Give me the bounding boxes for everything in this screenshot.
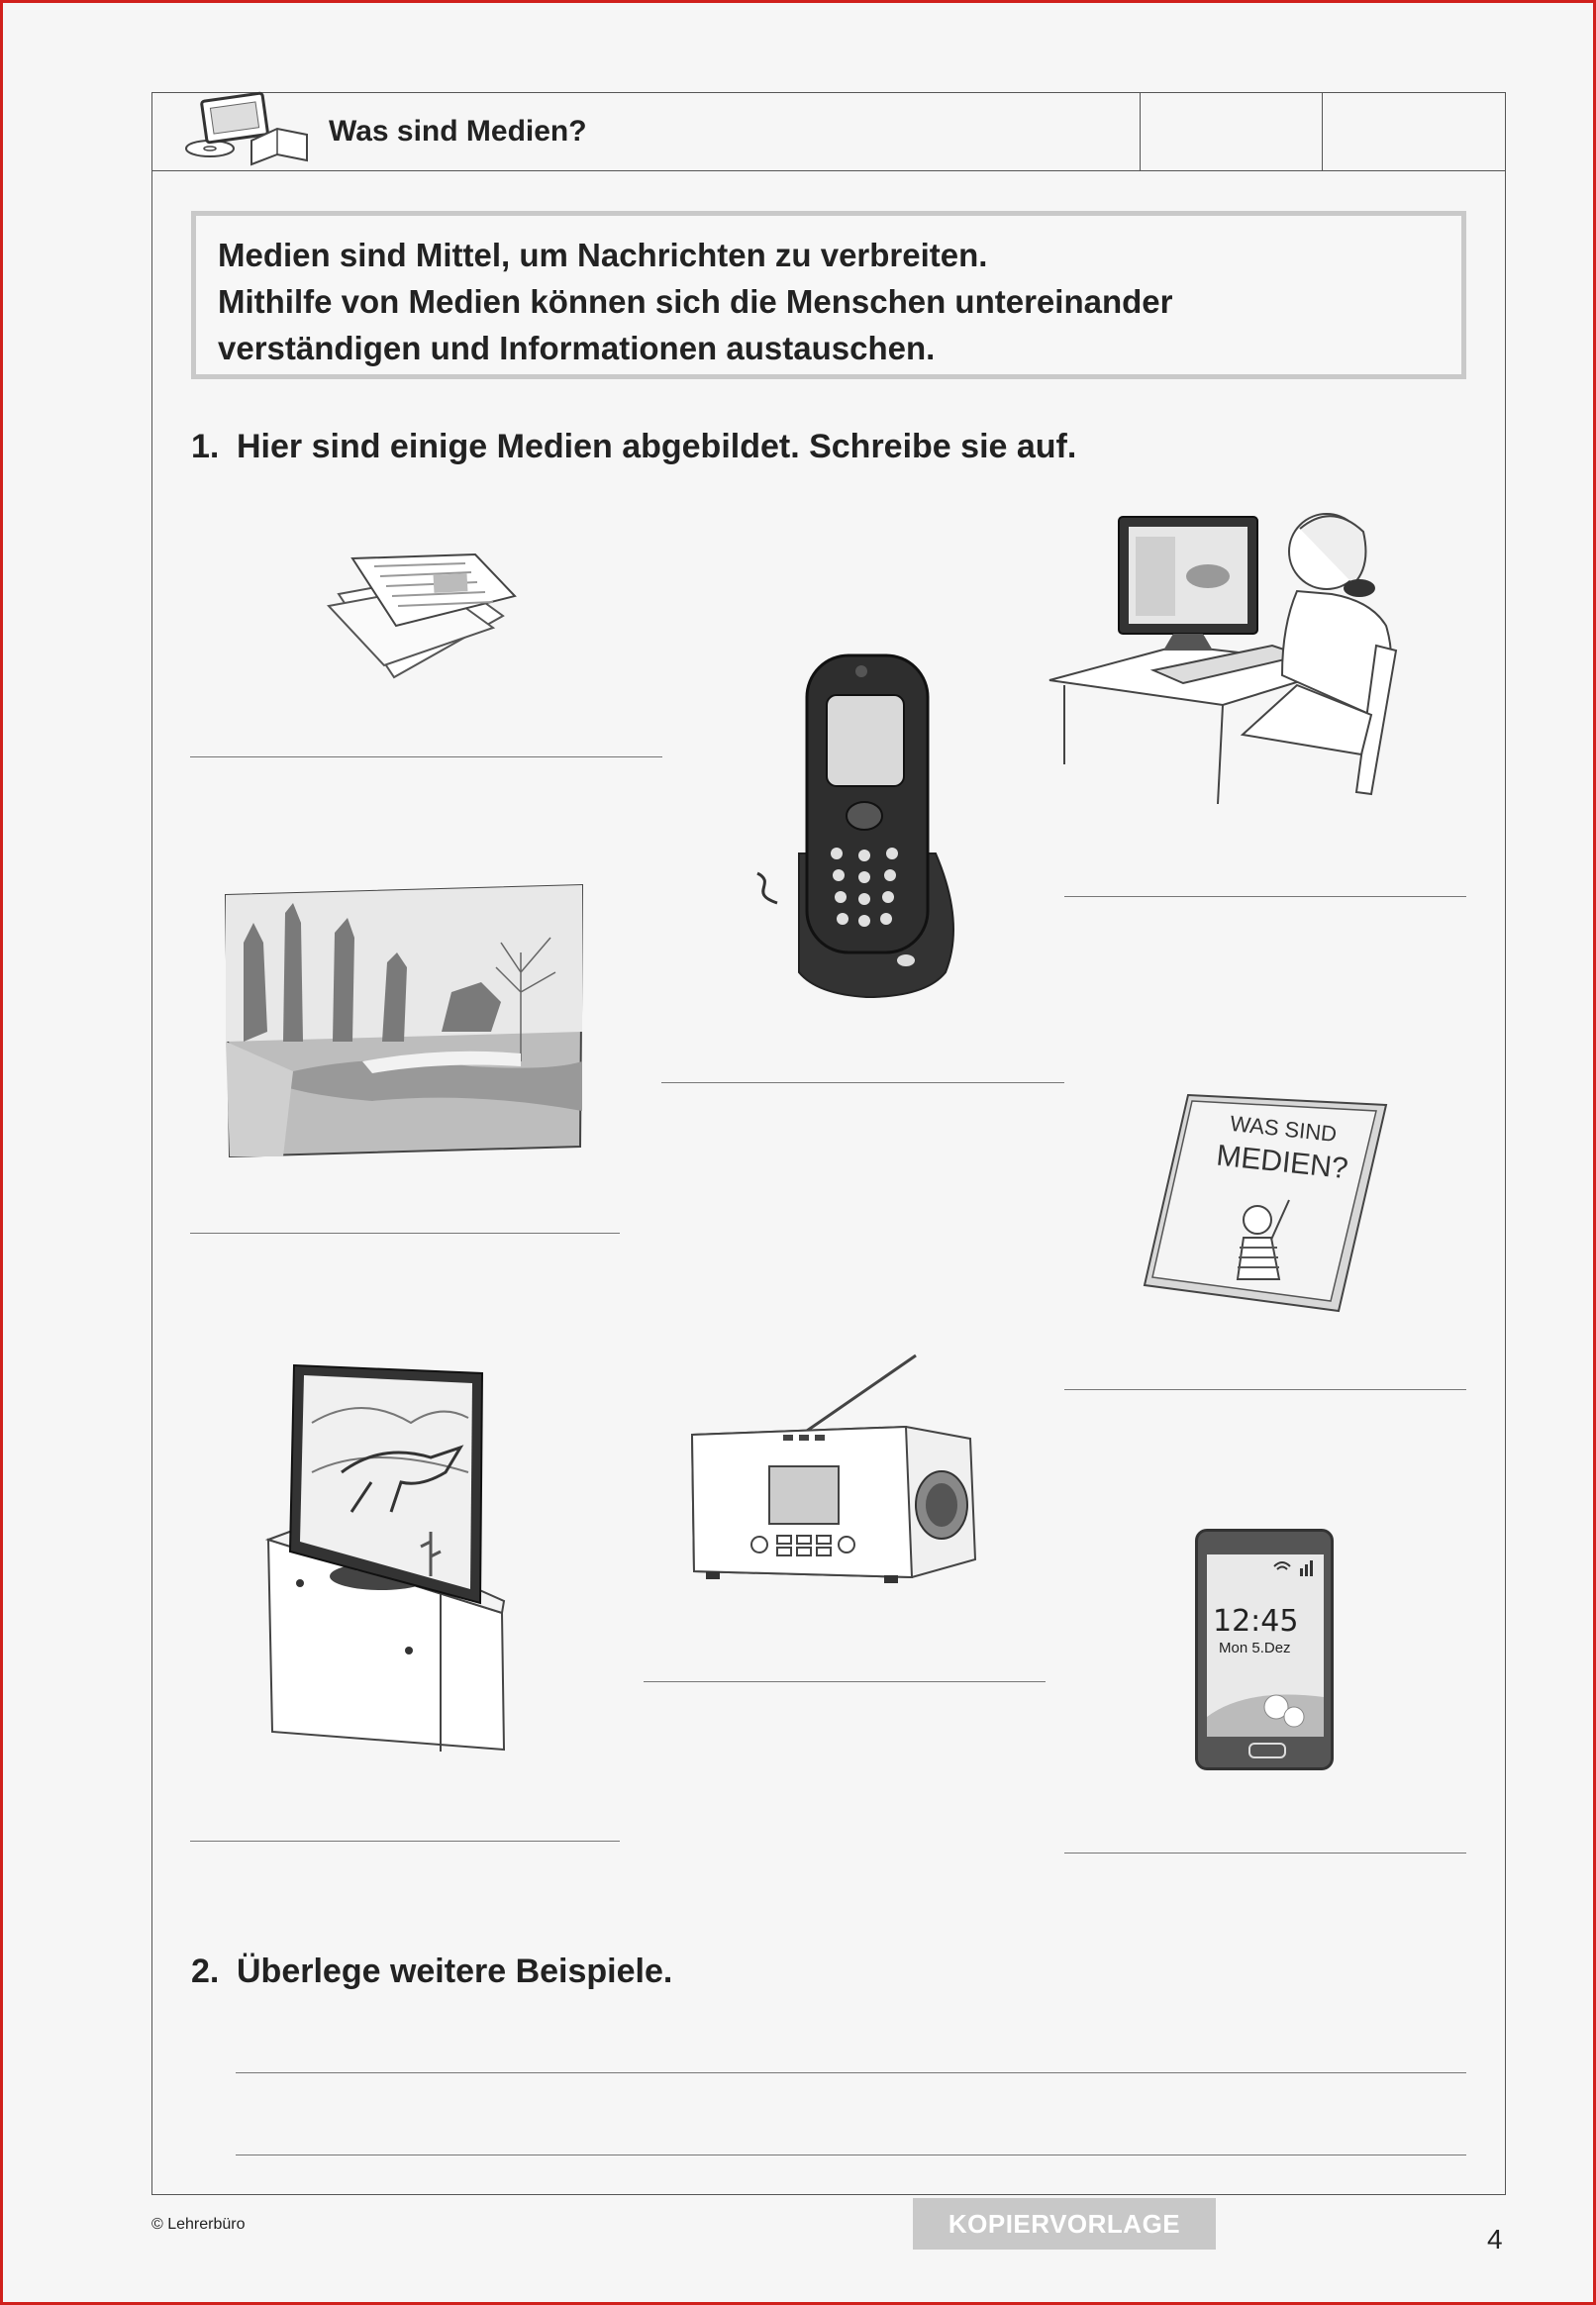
task-1-number: 1. [191,428,220,465]
answer-line-television[interactable] [190,1841,620,1842]
kopiervorlage-badge: KOPIERVORLAGE [913,2198,1216,2250]
answer-line-examples-1[interactable] [236,2072,1466,2073]
cordless-phone-icon [748,646,977,1002]
task-1-text: Hier sind einige Medien abgebildet. Schreibe sie auf. [237,428,1077,465]
header-cell-1 [1140,93,1141,170]
phone-wallpaper-icon [1207,1667,1324,1737]
phone-date: Mon 5.Dez [1219,1640,1291,1656]
answer-line-newspaper[interactable] [190,756,662,757]
answer-line-smartphone[interactable] [1064,1853,1466,1854]
task-2-number: 2. [191,1953,220,1990]
copyright: © Lehrerbüro [151,2216,246,2233]
wifi-signal-icon [1270,1558,1320,1578]
answer-line-photo[interactable] [190,1233,620,1234]
media-devices-icon [168,69,317,168]
task-2-text: Überlege weitere Beispiele. [237,1953,673,1990]
radio-icon [688,1352,1005,1599]
answer-line-computer[interactable] [1064,896,1466,897]
answer-line-book[interactable] [1064,1389,1466,1390]
book-icon [1141,1091,1388,1315]
task-1 [191,428,1076,466]
answer-line-phone[interactable] [661,1082,1064,1083]
header-cell-2 [1322,93,1323,170]
info-line-1: Medien sind Mittel, um Nachrichten zu verbreiten. [218,237,988,273]
phone-time: 12:45 [1213,1604,1299,1639]
task-2 [191,1953,672,1991]
television-icon [243,1363,510,1757]
newspaper-icon [327,547,525,685]
page-title: Was sind Medien? [329,115,587,148]
photo-icon [224,883,586,1158]
header [152,93,1505,171]
page-number: 4 [1487,2224,1503,2255]
book-cover-line-2: MEDIEN? [1215,1139,1350,1186]
info-line-3: verständigen und Informationen austauschen. [218,330,936,366]
answer-line-radio[interactable] [644,1681,1046,1682]
girl-at-computer-icon [1045,507,1421,824]
book-cover-line-1: WAS SIND [1229,1110,1339,1148]
smartphone-icon [1195,1529,1336,1772]
info-box [191,211,1466,379]
info-line-2: Mithilfe von Medien können sich die Menschen untereinander [218,283,1173,320]
